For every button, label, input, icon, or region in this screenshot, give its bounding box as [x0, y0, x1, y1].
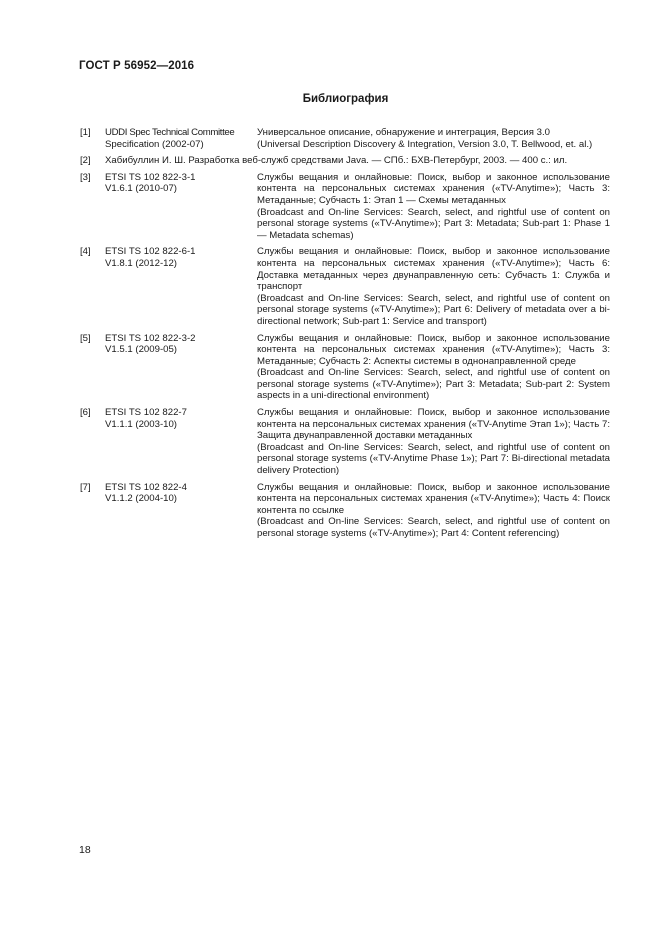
- bibliography-title: Библиография: [302, 93, 389, 105]
- bib-entry-reference: [105, 246, 255, 269]
- bib-entry-description-ru: Службы вещания и онлайновые: Поиск, выбор и законное использование контента на персональных системах хранения («TV-Anytime Этап 1»); Часть 7: Защита двунаправленной доставки метаданных: [257, 407, 610, 442]
- bib-entry-description-ru: Службы вещания и онлайновые: Поиск, выбор и законное использование контента на персональных системах хранения («TV-Anytime»); Часть 6: Доставка метаданных через двунаправленную сеть: Субчасть 1: Служба и транспорт: [257, 246, 610, 293]
- bib-entry-reference: [105, 482, 255, 505]
- bib-entry-description: [257, 333, 610, 403]
- bib-entry-description-ru: Службы вещания и онлайновые: Поиск, выбор и законное использование контента на персональных системах хранения («TV-Anytime»); Часть 4: Поиск контента по ссылке: [257, 481, 610, 516]
- bib-entry-reference-line: V1.1.1 (2003-10): [105, 418, 177, 430]
- bib-entry-number: [6]: [80, 407, 91, 419]
- bib-entry-reference-line: ETSI TS 102 822-7: [105, 407, 187, 419]
- bib-entry-description-ru: Универсальное описание, обнаружение и интеграция, Версия 3.0: [257, 127, 550, 138]
- bib-entry-description-en: (Universal Description Discovery & Integration, Version 3.0, T. Bellwood, et. al.): [257, 138, 593, 150]
- bib-entry-description: [257, 407, 610, 477]
- bib-entry-4: [80, 246, 610, 327]
- bib-entry-reference: [105, 127, 255, 150]
- bib-entry-reference-line: V1.1.2 (2004-10): [105, 493, 177, 505]
- document-standard-id: ГОСТ Р 56952—2016: [79, 60, 195, 72]
- bib-entry-description-ru: Службы вещания и онлайновые: Поиск, выбор и законное использование контента на персональных системах хранения («TV-Anytime»); Часть 3: Метаданные; Субчасть 1: Этап 1 — Схемы метаданных: [257, 171, 610, 206]
- bib-entry-number: [4]: [80, 246, 91, 258]
- bib-entry-reference-line: Specification (2002-07): [105, 138, 204, 150]
- bib-entry-7: [80, 482, 610, 540]
- bib-entry-reference: [105, 172, 255, 195]
- bib-entry-description-en: (Broadcast and On-line Services: Search, select, and rightful use of content on personal storage systems («TV-Anytime»); Part 3: Metadata; Sub-part 2: System aspects in a uni-directional environment): [257, 367, 610, 402]
- bib-entry-number: [3]: [80, 171, 91, 183]
- bib-entry-description: [257, 246, 610, 327]
- bib-entry-5: [80, 333, 610, 403]
- bib-entry-reference-line: ETSI TS 102 822-6-1: [105, 246, 196, 258]
- bibliography-list: [80, 127, 610, 545]
- bib-entry-description: [257, 127, 610, 150]
- bib-entry-number: [5]: [80, 332, 91, 344]
- bib-entry-description: [257, 482, 610, 540]
- bib-entry-number: [2]: [80, 155, 91, 167]
- bib-entry-number: [7]: [80, 481, 91, 493]
- bib-entry-3: [80, 172, 610, 242]
- bib-entry-6: [80, 407, 610, 477]
- bib-entry-reference-line: V1.8.1 (2012-12): [105, 257, 177, 269]
- page-number: 18: [79, 844, 91, 856]
- bib-entry-description-en: (Broadcast and On-line Services: Search, select, and rightful use of content on personal storage systems («TV-Anytime»); Part 4: Content referencing): [257, 516, 610, 539]
- bib-entry-reference-line: ETSI TS 102 822-3-1: [105, 171, 196, 183]
- bib-entry-reference: [105, 407, 255, 430]
- bib-entry-reference-line: ETSI TS 102 822-3-2: [105, 332, 196, 344]
- bib-entry-reference-line: V1.6.1 (2010-07): [105, 183, 177, 195]
- bib-entry-reference: [105, 333, 255, 356]
- bib-entry-reference-line: UDDI Spec Technical Committee: [105, 127, 235, 138]
- bib-entry-2: [80, 155, 610, 167]
- bib-entry-number: [1]: [80, 127, 91, 138]
- bib-entry-full-text: Хабибуллин И. Ш. Разработка веб-служб средствами Java. — СПб.: БХВ-Петербург, 2003. — 400 с.: ил.: [105, 155, 568, 167]
- bib-entry-reference-line: ETSI TS 102 822-4: [105, 481, 187, 493]
- bib-entry-description: [257, 172, 610, 242]
- bib-entry-description-en: (Broadcast and On-line Services: Search, select, and rightful use of content on personal storage systems («TV-Anytime»); Part 6: Delivery of metadata over a bi-directional network; Sub-part 1: Service and transport): [257, 292, 610, 327]
- bib-entry-reference-line: V1.5.1 (2009-05): [105, 344, 177, 356]
- bib-entry-description-en: (Broadcast and On-line Services: Search, select, and rightful use of content on personal storage systems («TV-Anytime Phase 1»); Part 7: Bi-directional metadata delivery Protection): [257, 441, 610, 477]
- bib-entry-1: [80, 127, 610, 150]
- bib-entry-description-ru: Службы вещания и онлайновые: Поиск, выбор и законное использование контента на персональных системах хранения («TV-Anytime»); Часть 3: Метаданные; Субчасть 2: Аспекты системы в однонаправленной среде: [257, 332, 610, 367]
- bib-entry-description-en: (Broadcast and On-line Services: Search, select, and rightful use of content on personal storage systems («TV-Anytime»); Part 3: Metadata; Sub-part 1: Phase 1 — Metadata schemas): [257, 206, 610, 241]
